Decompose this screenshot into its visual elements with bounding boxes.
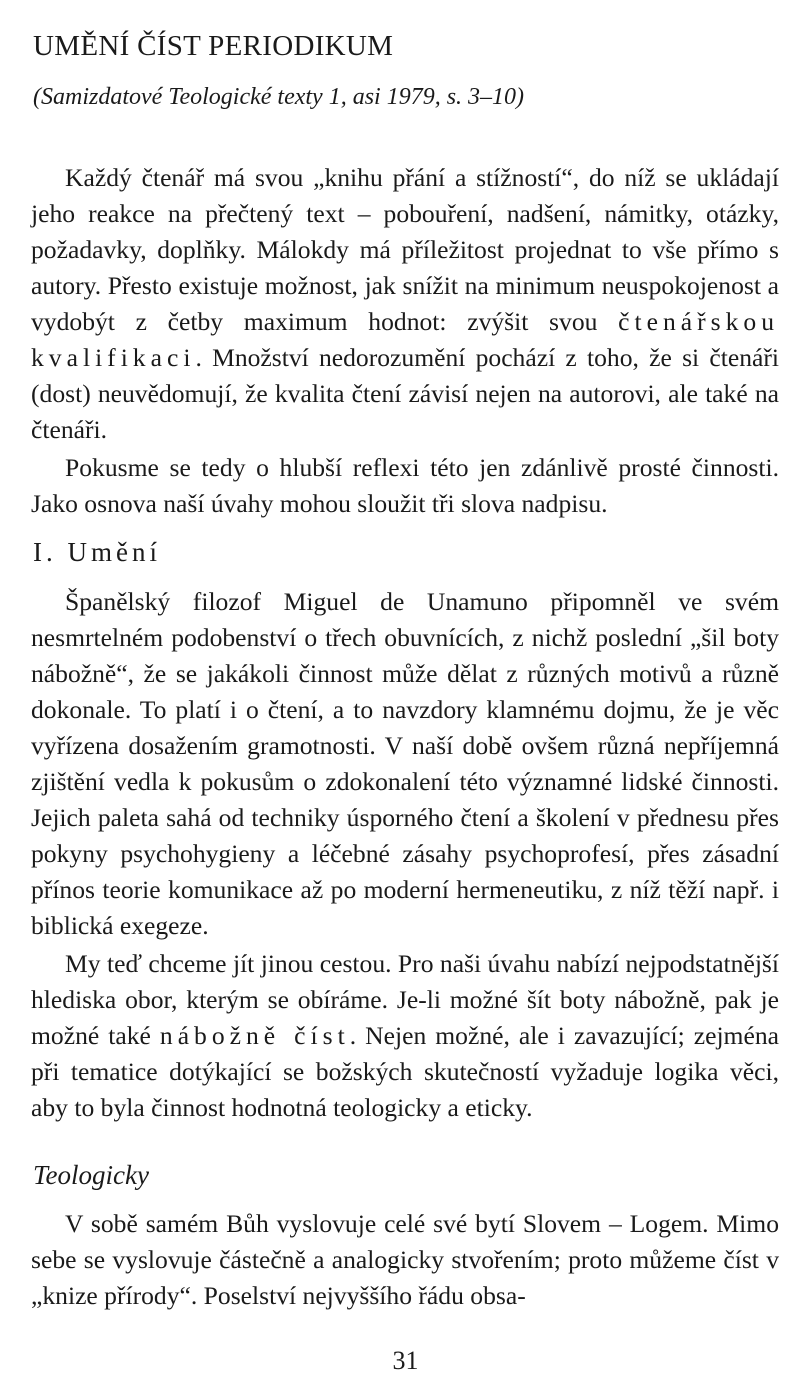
subsection-paragraph-1: V sobě samém Bůh vyslovuje celé své bytí Slovem – Logem. Mimo sebe se vyslovuje částečně a analogicky stvořením; proto můžeme číst v „knize přírody“. Poselství nejvyššího řádu obsa- bbox=[31, 1209, 779, 1310]
article-source: (Samizdatové Teologické texty 1, asi 1979, s. 3–10) bbox=[33, 84, 525, 110]
emphasized-text: čtenářskou kvalifikaci bbox=[31, 307, 779, 372]
intro-paragraph-2: Pokusme se tedy o hlubší reflexi této jen zdánlivě prosté činnosti. Jako osnova naší úvahy mohou sloužit tři slova nadpisu. bbox=[31, 453, 779, 518]
subsection-heading: Teologicky bbox=[33, 1160, 149, 1190]
intro-paragraph-1: Každý čtenář má svou „knihu přání a stížností“, do níž se ukládají jeho reakce na přečtený text – pobouření, nadšení, námitky, otázky, požadavky, doplňky. Málokdy má příležitost projednat to vše přímo s autory. Přesto existuje možnost, jak snížit na minimum neuspokojenost a vydobýt z četby maximum hodnot: zvýšit svou čtenářskou kvalifikaci. Množství nedorozumění pochází z toho, že si čtenáři (dost) neuvědomují, že kvalita čtení závisí nejen na autorovi, ale také na čtenáři. bbox=[31, 163, 779, 444]
section-heading: I. Umění bbox=[33, 537, 161, 567]
subsection-body bbox=[31, 1206, 779, 1314]
intro-section bbox=[31, 160, 779, 522]
section-1-paragraph-1: Španělský filozof Miguel de Unamuno připomněl ve svém nesmrtelném podobenství o třech obuvnících, z nichž poslední „šil boty nábožně“, že se jakákoli činnost může dělat z různých motivů a různě dokonale. To platí i o čtení, a to navzdory klamnému dojmu, že je věc vyřízena dosažením gramotnosti. V naší době ovšem různá nepříjemná zjištění vedla k pokusům o zdokonalení této významné lidské činnosti. Jejich paleta sahá od techniky úsporného čtení a školení v přednesu přes pokyny psychohygieny a léčebné zásahy psychoprofesí, přes zásadní přínos teorie komunikace až po moderní hermeneutiku, z níž těží např. i biblická exegeze. bbox=[31, 587, 779, 940]
section-1-paragraph-2: My teď chceme jít jinou cestou. Pro naši úvahu nabízí nejpodstatnější hlediska obor, kterým se obíráme. Je-li možné šít boty nábožně, pak je možné také nábožně číst. Nejen možné, ale i zavazující; zejména při tematice dotýkající se božských skutečností vyžaduje logika věci, aby to byla činnost hodnotná teologicky a eticky. bbox=[31, 949, 779, 1122]
article-title: UMĚNÍ ČÍST PERIODIKUM bbox=[33, 30, 394, 62]
emphasized-text: nábožně číst bbox=[159, 1021, 350, 1050]
page-number: 31 bbox=[392, 1346, 419, 1375]
section-1-body bbox=[31, 584, 779, 1126]
